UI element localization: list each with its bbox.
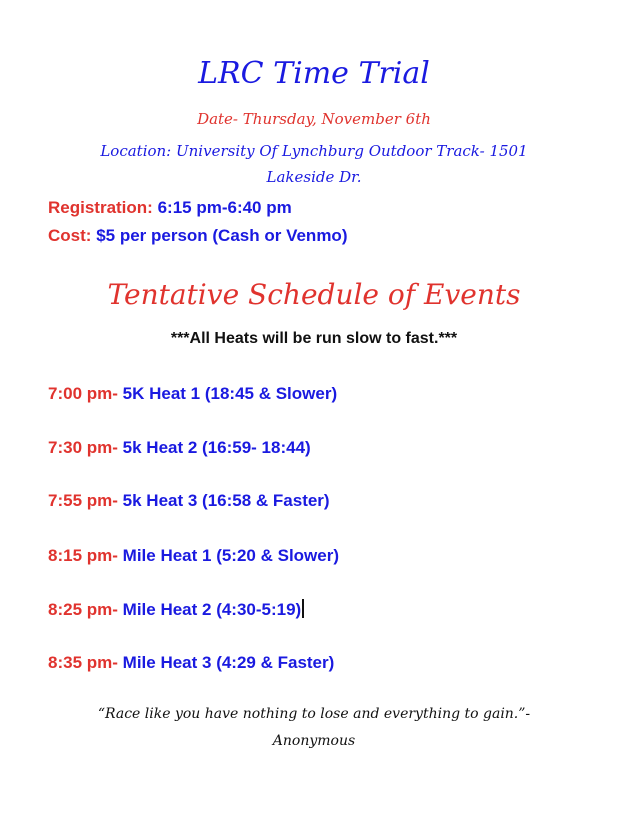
heats-note: ***All Heats will be run slow to fast.*** bbox=[170, 330, 458, 347]
event-location-line-1: Location: University Of Lynchburg Outdoor Track- 1501 bbox=[100, 142, 528, 160]
event-time: 8:15 pm- bbox=[48, 546, 118, 565]
event-description: 5k Heat 2 (16:59- 18:44) bbox=[122, 438, 311, 457]
cost-value: $5 per person (Cash or Venmo) bbox=[96, 226, 348, 245]
event-time: 8:25 pm- bbox=[48, 600, 118, 619]
event-time: 7:55 pm- bbox=[48, 491, 118, 510]
schedule-event bbox=[48, 599, 304, 620]
schedule-title: Tentative Schedule of Events bbox=[107, 278, 521, 311]
registration-label: Registration: bbox=[48, 198, 153, 217]
event-time: 7:30 pm- bbox=[48, 438, 118, 457]
page-title: LRC Time Trial bbox=[198, 56, 430, 91]
event-description: Mile Heat 3 (4:29 & Faster) bbox=[122, 653, 335, 672]
registration-line bbox=[48, 198, 292, 218]
schedule-event bbox=[48, 438, 311, 458]
schedule-event bbox=[48, 384, 337, 404]
quote-author: Anonymous bbox=[272, 733, 356, 749]
event-time: 7:00 pm- bbox=[48, 384, 118, 403]
registration-time: 6:15 pm-6:40 pm bbox=[157, 198, 292, 217]
event-date: Date- Thursday, November 6th bbox=[197, 110, 431, 128]
schedule-event bbox=[48, 546, 339, 566]
event-description[interactable]: Mile Heat 2 (4:30-5:19) bbox=[122, 600, 302, 619]
event-description: Mile Heat 1 (5:20 & Slower) bbox=[122, 546, 339, 565]
quote-text: “Race like you have nothing to lose and everything to gain.”- bbox=[97, 706, 531, 722]
schedule-event bbox=[48, 491, 330, 511]
cost-label: Cost: bbox=[48, 226, 92, 245]
event-description: 5K Heat 1 (18:45 & Slower) bbox=[122, 384, 338, 403]
event-time: 8:35 pm- bbox=[48, 653, 118, 672]
schedule-event bbox=[48, 653, 334, 673]
event-description: 5k Heat 3 (16:58 & Faster) bbox=[122, 491, 330, 510]
event-location-line-2: Lakeside Dr. bbox=[266, 168, 362, 186]
text-cursor bbox=[302, 599, 304, 618]
cost-line bbox=[48, 226, 347, 246]
